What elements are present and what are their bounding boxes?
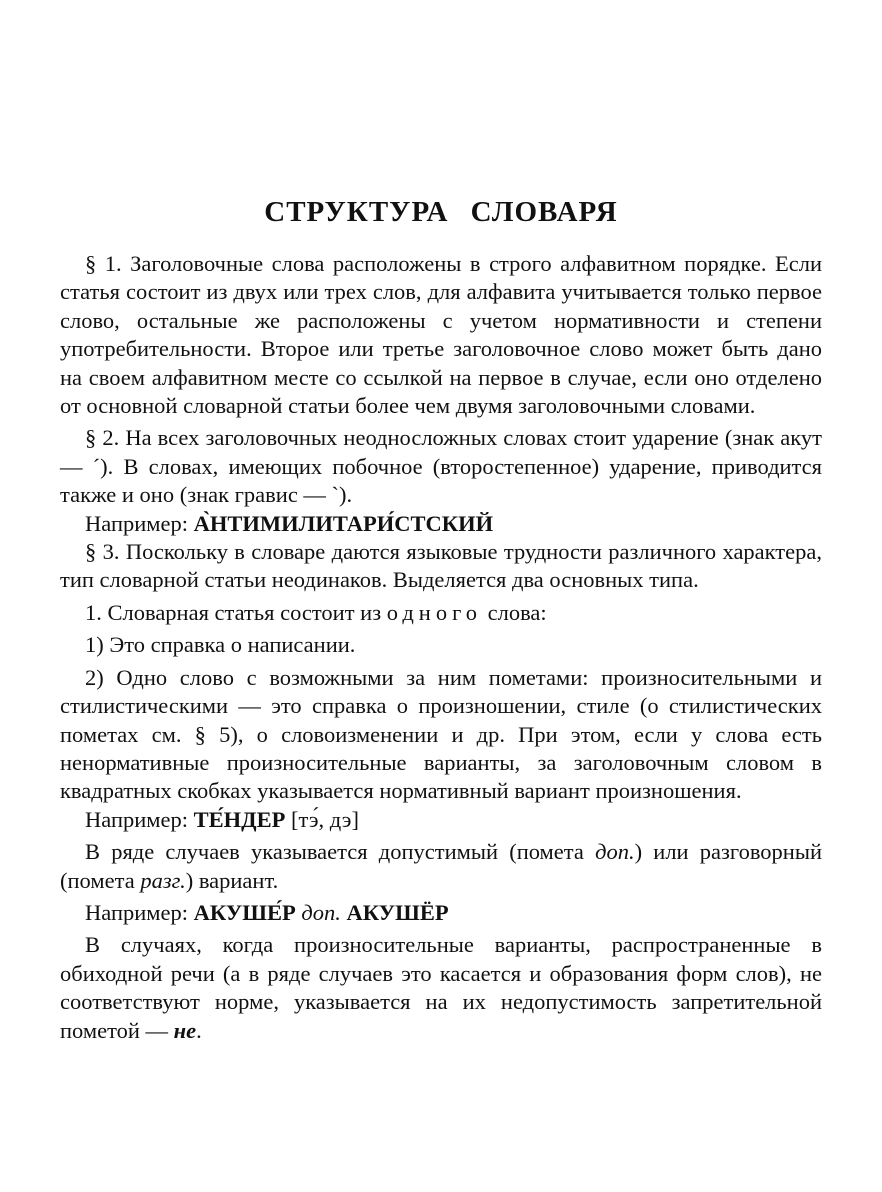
page-title: СТРУКТУРА СЛОВАРЯ [264, 196, 618, 228]
paragraph-3: § 3. Поскольку в словаре даются языковые трудности различного характера, тип словарной статьи неодинаков. Выделяется два основных типа. [60, 539, 822, 593]
paragraph-7-start: В ряде случаев указывается допустимый (помета [85, 839, 596, 865]
example-3-word-2: АКУШЁР [346, 899, 449, 925]
paragraph-8 [60, 931, 822, 1045]
example-2-word: ТЕ́НДЕР [193, 806, 286, 832]
mark-dop: доп. [595, 839, 635, 865]
paragraph-7 [60, 838, 822, 895]
example-3-lead: Например: [85, 899, 194, 925]
paragraph-8-start: В случаях, когда произносительные варианты, распространенные в обиходной речи (а в ряде случаев это касается и образования форм слов), не соответствуют норме, указывается на их недопустимость запретительной пометой — [60, 932, 822, 1043]
mark-razg: разг. [140, 867, 186, 893]
paragraph-7-middle: ) или разговорный (помета [60, 839, 822, 893]
example-3-mark: доп. [295, 899, 347, 925]
paragraph-7-end: ) вариант. [185, 867, 279, 893]
paragraph-1: § 1. Заголовочные слова расположены в строго алфавитном порядке. Если статья состоит из двух или трех слов, для алфавита учитывается только первое слово, остальные же расположены с учетом нормативности и степени употребительности. Второе или третье заголовочное слово может быть дано на своем алфавитном месте со ссылкой на первое в случае, если оно отделено от основной словарной статьи более чем двумя заголовочными словами. [60, 251, 822, 419]
paragraph-4-end: слова: [482, 599, 547, 625]
paragraph-4-start: 1. Словарная статья состоит из [85, 599, 387, 625]
paragraph-4-spaced-word: одного [386, 599, 483, 625]
paragraph-5: 1) Это справка о написании. [85, 632, 356, 658]
example-1 [60, 510, 822, 538]
example-2-pronunciation: [тэ́, дэ] [285, 806, 359, 832]
paragraph-2: § 2. На всех заголовочных неодносложных словах стоит ударение (знак акут — ´). В словах, имеющих побочное (второстепенное) ударение, приводится также и оно (знак гравис — `). [60, 425, 822, 508]
example-1-word: А̀НТИМИЛИТАРИ́СТСКИЙ [193, 510, 494, 536]
body-text [60, 250, 822, 1045]
example-2 [60, 806, 822, 834]
example-3 [60, 899, 822, 927]
example-1-lead: Например: [85, 510, 194, 536]
example-3-word-1: АКУШЕ́Р [193, 899, 296, 925]
paragraph-6: 2) Одно слово с возможными за ним пометами: произносительными и стилистическими — это справка о произношении, стиле (о стилистических пометах см. § 5), о словоизменении и др. При этом, если у слова есть ненормативные произносительные варианты, за заголовочным словом в квадратных скобках указывается нормативный вариант произношения. [60, 664, 822, 804]
example-2-lead: Например: [85, 806, 194, 832]
mark-ne: не [173, 1017, 197, 1043]
paragraph-4 [60, 599, 822, 627]
paragraph-8-end: . [196, 1017, 202, 1043]
